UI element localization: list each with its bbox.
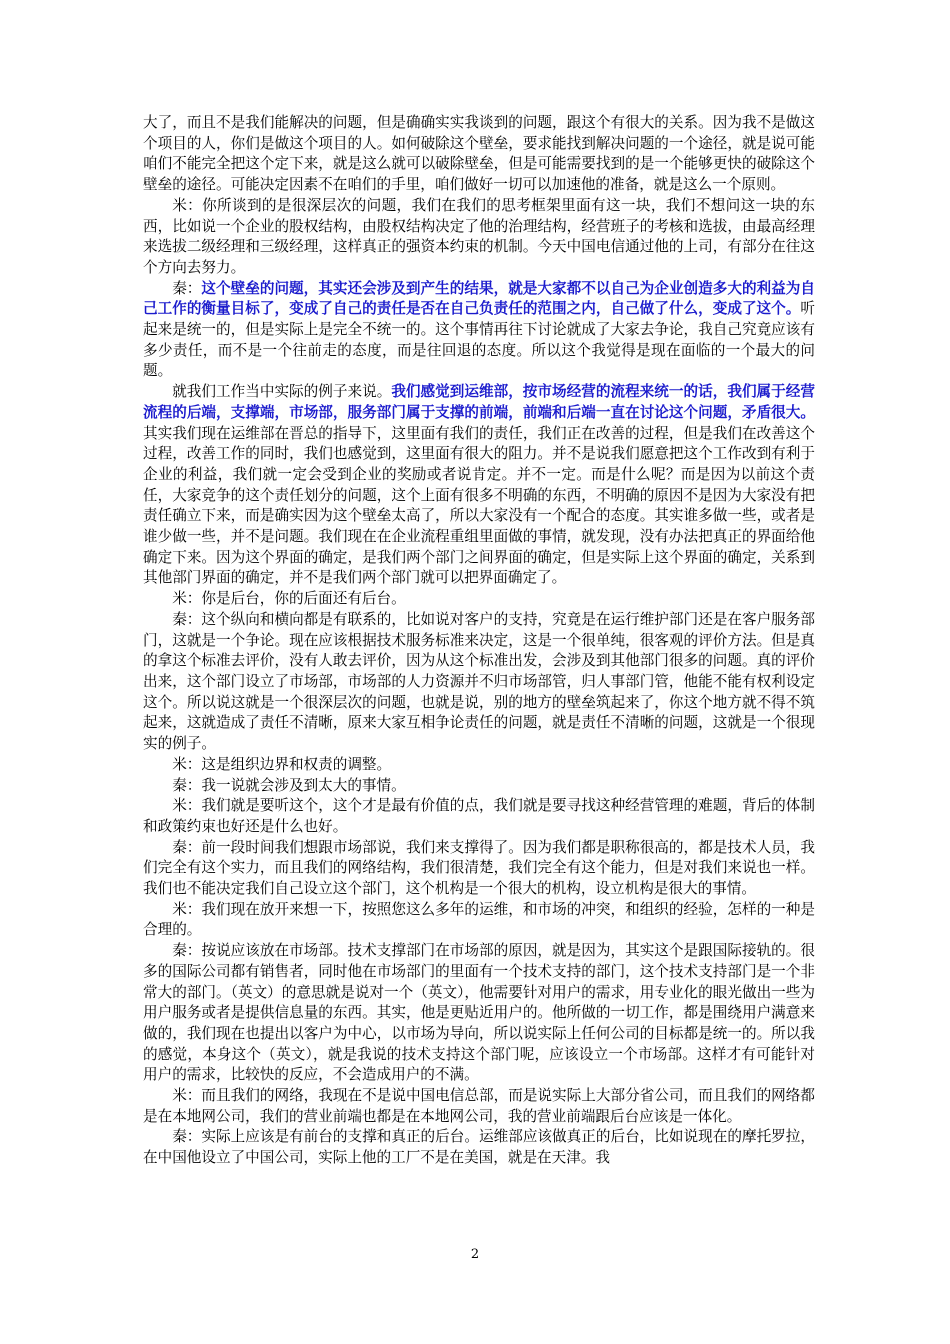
paragraph [143, 113, 815, 196]
paragraph [143, 1086, 815, 1127]
paragraph [143, 1127, 815, 1168]
highlighted-text: 这个壁垒的问题，其实还会涉及到产生的结果，就是大家都不以自己为企业创造多大的利益为自己工作的衡量目标了，变成了自己的责任是否在自己负责任的范围之内，自己做了什么，变成了这个。 [143, 279, 815, 318]
text-run: 米：你是后台，你的后面还有后台。 [172, 590, 406, 608]
text-run: 米：而且我们的网络，我现在不是说中国电信总部，而是说实际上大部分省公司，而且我们的网络都是在本地网公司，我们的营业前端也都是在本地网公司，我的营业前端跟后台应该是一体化。 [143, 1087, 815, 1125]
paragraph [143, 589, 815, 610]
text-run: 秦：这个纵向和横向都是有联系的，比如说对客户的支持，究竟是在运行维护部门还是在客户服务部门，这就是一个争论。现在应该根据技术服务标准来决定，这是一个很单纯，很客观的评价方法。但是真的拿这个标准去评价，没有人敢去评价，因为从这个标准出发，会涉及到其他部门很多的问题。真的评价出来，这个部门设立了市场部，市场部的人力资源并不归市场部管，归人事部门管，他能不能有权利设定这个。所以说这就是一个很深层次的问题，也就是说，别的地方的壁垒筑起来了，你这个地方就不得不筑起来，这就造成了责任不清晰，原来大家互相争论责任的问题，就是责任不清晰的问题，这就是一个很现实的例子。 [143, 610, 815, 753]
text-run: 秦：实际上应该是有前台的支撑和真正的后台。运维部应该做真正的后台，比如说现在的摩托罗拉，在中国他设立了中国公司，实际上他的工厂不是在美国，就是在天津。我 [143, 1128, 815, 1167]
page-number: 2 [470, 1247, 480, 1262]
text-run: 大了，而且不是我们能解决的问题，但是确确实实我谈到的问题，跟这个有很大的关系。因为我不是做这个项目的人，你们是做这个项目的人。如何破除这个壁垒，要求能找到解决问题的一个途径，就是说可能咱们不能完全把这个定下来，就是这么就可以破除壁垒，但是可能需要找到的是一个能够更快的破除这个壁垒的途径。可能决定因素不在咱们的手里，咱们做好一切可以加速他的准备，就是这么一个原则。 [143, 114, 815, 194]
text-run: 米：我们就是要听这个，这个才是最有价值的点，我们就是要寻找这种经营管理的难题，背后的体制和政策约束也好还是什么也好。 [143, 797, 815, 835]
paragraph [143, 900, 815, 941]
paragraph [143, 796, 815, 837]
paragraph [143, 838, 815, 900]
highlighted-text: 我们感觉到运维部，按市场经营的流程来统一的话，我们属于经营流程的后端，支撑端，市场部，服务部门属于支撑的前端，前端和后端一直在讨论这个问题，矛盾很大。 [143, 383, 815, 421]
paragraph [143, 196, 815, 279]
text-run: 秦：我一说就会涉及到太大的事情。 [172, 776, 406, 794]
text-run: 就我们工作当中实际的例子来说。 [172, 383, 392, 401]
paragraph [143, 610, 815, 755]
paragraph [143, 382, 815, 589]
text-run: 秦： [172, 279, 202, 297]
paragraph [143, 941, 815, 1086]
text-run: 秦：按说应该放在市场部。技术支撑部门在市场部的原因，就是因为，其实这个是跟国际接轨的。很多的国际公司都有销售者，同时他在市场部门的里面有一个技术支持的部门，这个技术支持部门是一个非常大的部门。（英文）的意思就是说对一个（英文），他需要针对用户的需求，用专业化的眼光做出一些为用户服务或者是提供信息量的东西。其实，他是更贴近用户的。他所做的一切工作，都是围绕用户满意来做的，我们现在也提出以客户为中心，以市场为导向，所以说实际上任何公司的目标都是统一的。所以我的感觉，本身这个（英文），就是我说的技术支持这个部门呢，应该设立一个市场部。这样才有可能针对用户的需求，比较快的反应，不会造成用户的不满。 [143, 942, 815, 1084]
text-run: 秦：前一段时间我们想跟市场部说，我们来支撑得了。因为我们都是职称很高的，都是技术人员，我们完全有这个实力，而且我们的网络结构，我们很清楚，我们完全有这个能力，但是对我们来说也一样。我们也不能决定我们自己设立这个部门，这个机构是一个很大的机构，设立机构是很大的事情。 [143, 838, 815, 898]
paragraph [143, 776, 815, 797]
paragraph [143, 755, 815, 776]
paragraph [143, 279, 815, 383]
text-run: 米：这是组织边界和权责的调整。 [172, 755, 392, 773]
text-run: 米：你所谈到的是很深层次的问题，我们在我们的思考框架里面有这一块，我们不想问这一块的东西，比如说一个企业的股权结构，由股权结构决定了他的治理结构，经营班子的考核和选拔，由最高经理来选拔二级经理和三级经理，这样真正的强资本约束的机制。今天中国电信通过他的上司，有部分在往这个方向去努力。 [143, 196, 815, 276]
page-body-text [143, 113, 815, 1169]
text-run: 听起来是统一的，但是实际上是完全不统一的。这个事情再往下讨论就成了大家去争论，我自己究竟应该有多少责任，而不是一个往前走的态度，而是往回退的态度。所以这个我觉得是现在面临的一个最大的问题。 [143, 300, 815, 380]
text-run: 米：我们现在放开来想一下，按照您这么多年的运维，和市场的冲突，和组织的经验，怎样的一种是合理的。 [143, 900, 815, 939]
text-run: 其实我们现在运维部在晋总的指导下，这里面有我们的责任，我们正在改善的过程，但是我们在改善这个过程，改善工作的同时，我们也感觉到，这里面有很大的阻力。并不是说我们愿意把这个工作改到有利于企业的利益，我们就一定会受到企业的奖励或者说肯定。并不一定。而是什么呢？而是因为以前这个责任，大家竞争的这个责任划分的问题，这个上面有很多不明确的东西，不明确的原因不是因为大家没有把责任确立下来，而是确实因为这个壁垒太高了，所以大家没有一个配合的态度。其实谁多做一些，或者是谁少做一些，并不是问题。我们现在在企业流程重组里面做的事情，就发现，没有办法把真正的界面给他确定下来。因为这个界面的确定，是我们两个部门之间界面的确定，但是实际上这个界面的确定，关系到其他部门界面的确定，并不是我们两个部门就可以把界面确定了。 [143, 424, 815, 587]
